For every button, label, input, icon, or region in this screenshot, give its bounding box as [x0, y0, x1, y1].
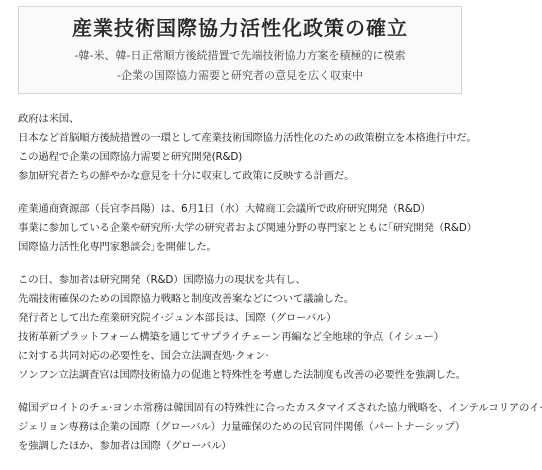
paragraph-3: [18, 271, 466, 385]
article-subtitle-2: -企業の国際協力需要と研究者の意見を広く収束中: [117, 69, 363, 82]
article-title: 産業技術国際協力活性化政策の確立: [72, 16, 408, 40]
paragraph-line: に対する共同対応の必要性を、国会立法調査処·クォン·: [18, 350, 269, 362]
paragraph-line: 参加研究者たちの鮮やかな意見を十分に収束して政策に反映する計画だ。: [18, 170, 355, 182]
paragraph-line: を強調したほか、参加者は国際（グローバル）: [18, 440, 232, 452]
paragraph-line: 技術革新プラットフォーム構築を通じてサプライチェーン再編など全地球的争点（イシュー）: [18, 331, 444, 343]
article-subtitle-1: -韓-米、韓-日正常順方後続措置で先端技術協力方案を積極的に模索: [74, 49, 406, 62]
paragraph-line: この過程で企業の国際協力需要と研究開発(R&D): [18, 151, 243, 163]
paragraph-line: 発行者として出た産業研究院イ·ジュン本部長は、国際（グローバル）: [18, 312, 337, 324]
paragraph-line: 国際協力活性化専門家懇談会｣を開催した。: [18, 241, 217, 253]
paragraph-line: 韓国デロイトのチェ·ヨンホ常務は韓国固有の特殊性に合ったカスタマイズされた協力戦略を、インテルコリアのイ·: [18, 402, 542, 414]
paragraph-line: ソンフン立法調査官は国際技術協力の促進と特殊性を考慮した法制度も改善の必要性を強調した。: [18, 369, 466, 381]
article-body: [18, 110, 542, 456]
paragraph-line: 産業通商資源部（長官李昌陽）は、6月1日（水）大韓商工会議所で政府研究開発（R&D）: [18, 203, 431, 215]
paragraph-1: [18, 110, 477, 186]
paragraph-line: 政府は米国、: [18, 113, 80, 125]
article-page: [0, 6, 542, 470]
paragraph-line: 日本など首脳順方後続措置の一環として産業技術国際協力活性化のための政策樹立を本格進行中だ。: [18, 132, 477, 144]
paragraph-line: 事業に参加している企業や研究所·大学の研究者および関連分野の専門家とともに｢研究開発（R&D）: [18, 222, 477, 234]
paragraph-line: ジェリョン専務は企業の国際（グローバル）力量確保のための民官同伴関係（パートナーシップ）: [18, 421, 466, 433]
paragraph-line: この日、参加者は研究開発（R&D）国際協力の現状を共有し、: [18, 274, 306, 286]
paragraph-line: 先端技術確保のための国際協力戦略と制度改善案などについて議論した。: [18, 293, 355, 305]
paragraph-4: [18, 399, 542, 456]
headline-box: [18, 6, 462, 94]
paragraph-2: [18, 200, 477, 257]
